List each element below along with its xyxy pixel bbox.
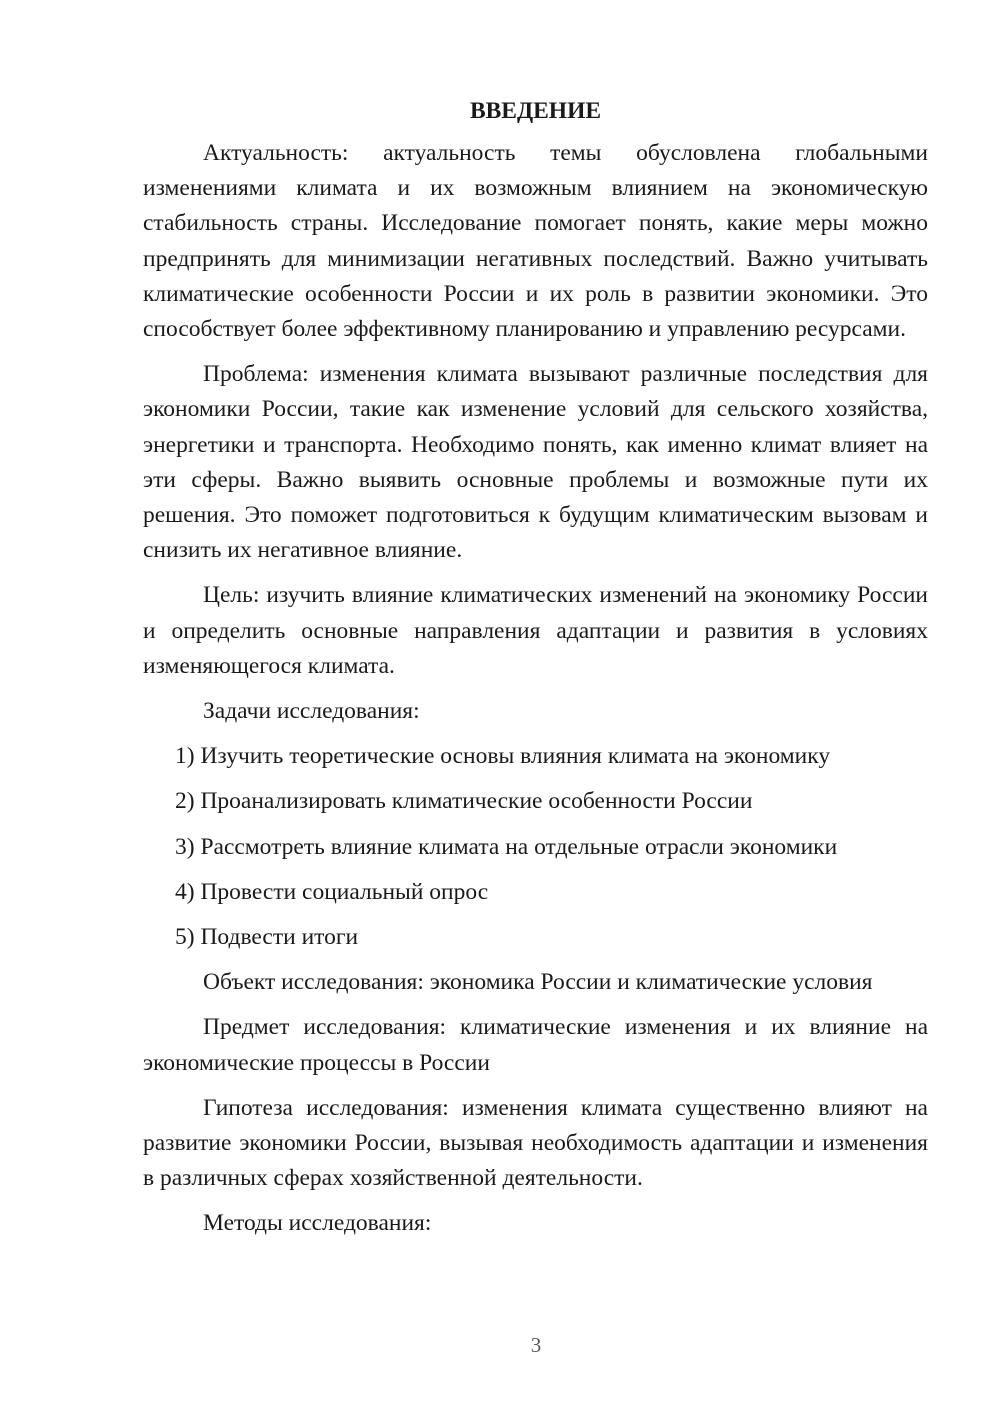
page-number: 3 (530, 1333, 542, 1357)
task-item-2: 2) Проанализировать климатические особенности России (175, 788, 753, 815)
page-content (143, 96, 928, 1252)
paragraph-hypothesis: Гипотеза исследования: изменения климата существенно влияют на развитие экономики России, вызывая необходимость адаптации и изменения в различных сферах хозяйственной деятельности. (143, 1094, 928, 1192)
paragraph-goal: Цель: изучить влияние климатических изменений на экономику России и определить основные направления адаптации и развития в условиях изменяющегося климата. (143, 582, 928, 679)
task-item-4: 4) Провести социальный опрос (175, 878, 489, 905)
paragraph-methods: Методы исследования: (203, 1210, 432, 1237)
tasks-title: Задачи исследования: (203, 698, 420, 725)
paragraph-problem: Проблема: изменения климата вызывают различные последствия для экономики России, такие как изменение условий для сельского хозяйства, энергетики и транспорта. Необходимо понять, как именно климат влияет на эти сферы. Важно выявить основные проблемы и возможные пути их решения. Это поможет подготовиться к будущим климатическим вызовам и снизить их негативное влияние. (143, 361, 928, 564)
section-heading: ВВЕДЕНИЕ (469, 98, 602, 124)
task-item-3: 3) Рассмотреть влияние климата на отдельные отрасли экономики (175, 833, 838, 860)
task-item-5: 5) Подвести итоги (175, 924, 359, 951)
paragraph-object: Объект исследования: экономика России и климатические условия (203, 969, 873, 996)
paragraph-subject: Предмет исследования: климатические изменения и их влияние на экономические процессы в России (143, 1014, 928, 1076)
paragraph-relevance: Актуальность: актуальность темы обусловлена глобальными изменениями климата и их возможным влиянием на экономическую стабильность страны. Исследование помогает понять, какие меры можно предпринять для минимизации негативных последствий. Важно учитывать климатические особенности России и их роль в развитии экономики. Это способствует более эффективному планированию и управлению ресурсами. (143, 140, 928, 343)
task-item-1: 1) Изучить теоретические основы влияния климата на экономику (175, 743, 831, 770)
tasks-list (143, 739, 928, 955)
